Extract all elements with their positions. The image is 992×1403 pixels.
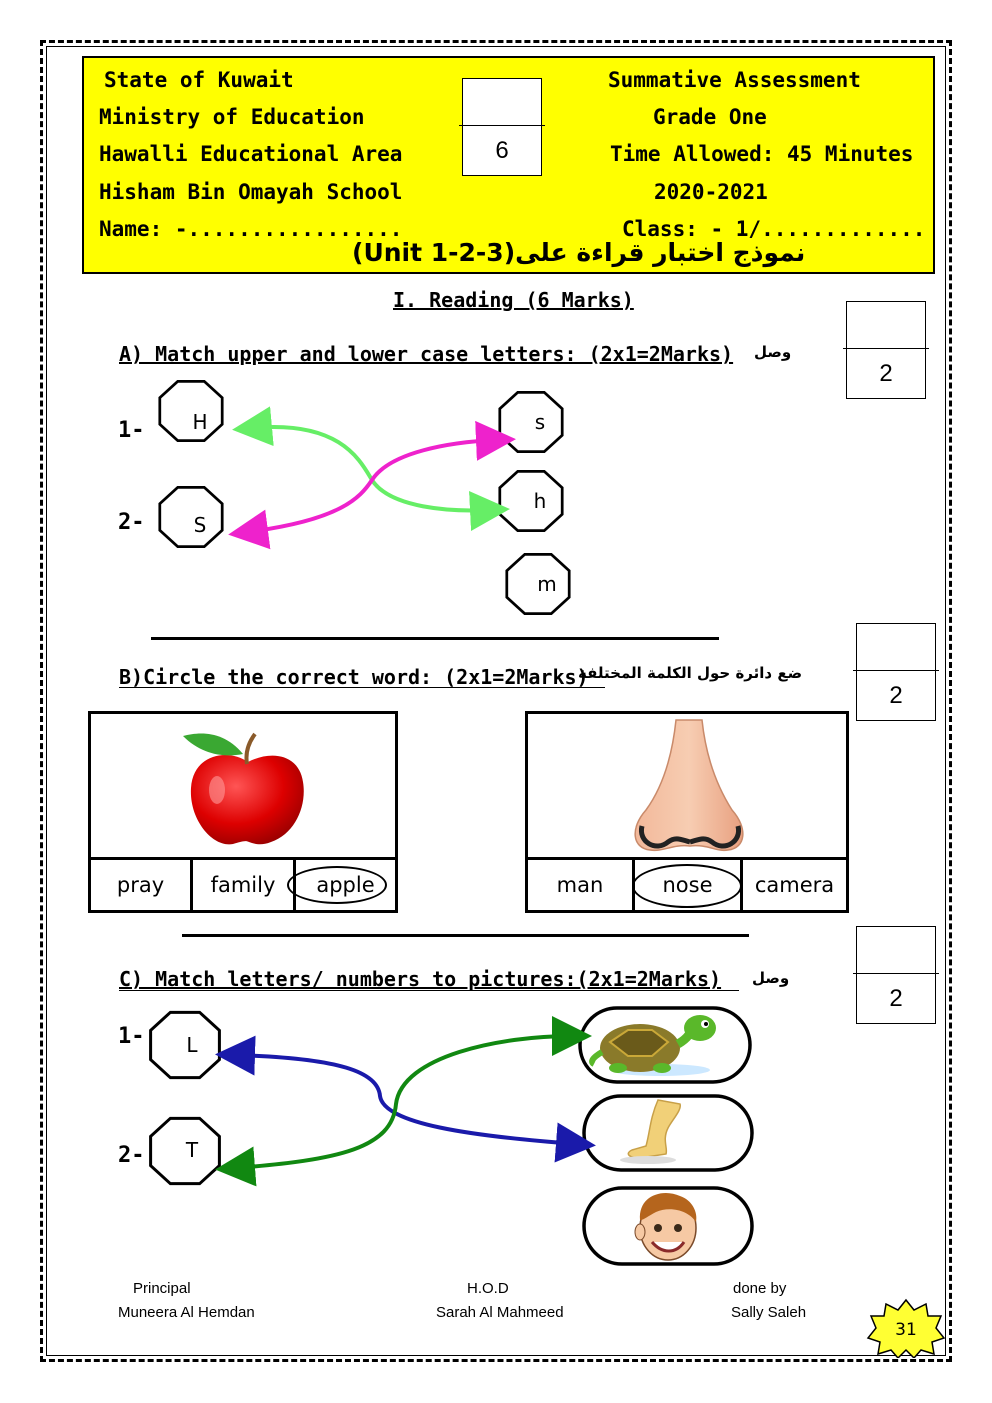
page-number: 31 [895,1320,917,1340]
letter-S: S [193,513,207,537]
arrow-S-to-s [248,440,496,532]
section-a-title: A) Match upper and lower case letters: (2x1=2Marks) [119,342,734,366]
apple-icon [183,724,313,852]
section-c-num-2: 2- [118,1143,145,1168]
letter-L: L [186,1033,198,1057]
word-man[interactable]: man [528,860,635,910]
letter-T: T [185,1138,199,1162]
header-state: State of Kuwait [104,68,294,92]
header-year: 2020-2021 [654,180,768,204]
section-c-score-box [856,926,936,1024]
octagon-L[interactable] [151,1012,220,1077]
circle-mark-nose [632,864,742,908]
word-pray[interactable]: pray [91,860,193,910]
section-c-underline [119,990,739,991]
section-a-num-2: 2- [118,510,145,535]
octagon-H[interactable] [160,381,222,440]
total-score: 6 [495,137,509,164]
header-ministry: Ministry of Education [99,105,365,129]
footer-done-label: done by [733,1280,787,1297]
section-c-arabic: وصل [752,969,790,987]
arrow-L-to-leg [235,1055,576,1144]
footer-hod-label: H.O.D [467,1280,509,1297]
header-class-field: Class: - 1/............. [622,217,926,241]
header-time: Time Allowed: 45 Minutes [610,142,914,166]
letter-h: h [533,489,547,513]
section-b-score: 2 [889,682,903,709]
word-camera[interactable]: camera [754,873,835,897]
picture-card-nose [525,711,849,913]
word-family[interactable]: family [193,860,296,910]
octagon-h[interactable] [500,471,562,530]
header-grade: Grade One [653,105,767,129]
section-c-num-1: 1- [118,1024,145,1049]
octagon-s[interactable] [500,392,562,451]
total-score-box [462,78,542,176]
section-c-match-area [140,1000,760,1270]
word-nose[interactable]: nose [635,860,743,910]
section-c-score: 2 [889,985,903,1012]
letter-s: s [534,410,546,434]
page-number-badge [866,1298,946,1358]
letter-m: m [537,572,557,596]
header-area: Hawalli Educational Area [99,142,403,166]
section-a-score-box [846,301,926,399]
header-assessment: Summative Assessment [608,68,861,92]
section-a-num-1: 1- [118,418,145,443]
arrow-H-to-h [252,427,490,510]
footer-done-name: Sally Saleh [731,1304,807,1321]
divider-1 [151,637,719,640]
arabic-banner: نموذج اختبار قراءة على(Unit 1-2-3) [352,238,806,267]
section-a-arabic: وصل [754,343,792,361]
header-school: Hisham Bin Omayah School [99,180,403,204]
section-a-match-area [150,380,610,630]
footer-hod-name: Sarah Al Mahmeed [436,1304,564,1321]
section-c-title: C) Match letters/ numbers to pictures:(2x1=2Marks) [119,967,722,991]
section-b-score-box [856,623,936,721]
circle-mark-apple [287,866,387,904]
letter-H: H [192,410,208,434]
word-apple[interactable]: apple [316,873,375,897]
word-row-2 [528,857,846,910]
section-a-score: 2 [879,360,893,387]
reading-title: I. Reading (6 Marks) [393,288,634,312]
section-b-underline [119,687,605,688]
section-b-arabic: ضع دائرة حول الكلمة المختلفة [578,664,803,682]
footer-principal-name: Muneera Al Hemdan [118,1304,255,1321]
nose-icon [628,718,752,854]
divider-2 [182,934,749,937]
section-b-title: B)Circle the correct word: (2x1=2Marks) [119,665,589,689]
word-row-1 [91,857,395,910]
header-name-field: Name: -................. [99,217,403,241]
picture-card-apple [88,711,398,913]
footer-principal-label: Principal [133,1280,191,1297]
octagon-S[interactable] [160,487,222,546]
